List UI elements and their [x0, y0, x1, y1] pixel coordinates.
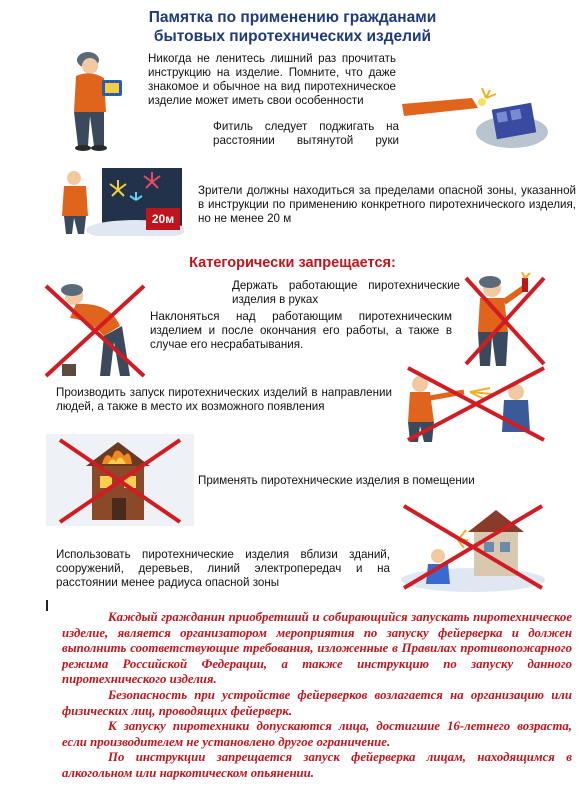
- man-holding-firework-icon: [462, 272, 548, 370]
- page-title: [0, 8, 585, 46]
- text-cursor: [46, 600, 48, 611]
- man-shooting-people-icon: [400, 362, 550, 444]
- rule-spectators: Зрители должны находиться за пределами опасной зоны, указанной в инструкции по применению конкретного пиротехнического изделия, но не менее 20 м: [198, 184, 576, 225]
- note-safety: Безопасность при устройстве фейерверков возлагается на организацию или физических лиц, проводящих фейерверк.: [62, 687, 572, 718]
- house-near-firework-icon: [398, 500, 548, 592]
- man-leaning-icon: [40, 280, 150, 382]
- fireworks-sky-icon: [56, 160, 184, 236]
- forbidden-towards-people: Производить запуск пиротехнических изделий в направлении людей, а также в место их возможного появления: [56, 386, 392, 413]
- burning-house-icon: [46, 434, 194, 526]
- note-organizer: Каждый гражданин приобретший и собирающийся запускать пиротехническое изделие, является организатором мероприятия по запуску фейерверка и должен выполнить соответствующие требования, изложенные в Правилах противопожарного режима Российской Федерации, а также инструкцию по запуску данного пиротехнического изделия.: [62, 610, 572, 687]
- forbidden-indoors: Применять пиротехнические изделия в помещении: [198, 474, 475, 487]
- forbidden-hold-in-hands: Держать работающие пиротехнические изделия в руках: [232, 279, 460, 306]
- rule-fuse: Фитиль следует поджигать на расстоянии вытянутой руки: [213, 120, 399, 147]
- forbidden-lean-over: Наклоняться над работающим пиротехническим изделием и после окончания его работы, а также в случае его несрабатывания.: [150, 310, 452, 351]
- notes-block: [62, 610, 572, 782]
- forbidden-heading: Категорически запрещается:: [189, 255, 396, 271]
- firework-battery-icon: [402, 74, 552, 154]
- title-line-2: бытовых пиротехнических изделий: [153, 28, 432, 45]
- note-intoxication: По инструкции запрещается запуск фейерверка лицам, находящимся в алкогольном или наркотическом опьянении.: [62, 750, 572, 780]
- title-line-1: Памятка по применению гражданами: [148, 9, 437, 26]
- distance-badge: 20м: [146, 208, 180, 230]
- note-age: К запуску пиротехники допускаются лица, достигшие 16-летнего возраста, если производителем не установлено другое ограничение.: [62, 719, 572, 749]
- man-reading-icon: [58, 46, 130, 154]
- rule-instruction: Никогда не ленитесь лишний раз прочитать инструкцию на изделие. Помните, что даже знакомое и обычное на вид пиротехническое изделие может иметь свои особенности: [148, 52, 396, 107]
- forbidden-near-buildings: Использовать пиротехнические изделия вблизи зданий, сооружений, деревьев, линий электропередач и на расстоянии менее радиуса опасной зоны: [56, 548, 390, 589]
